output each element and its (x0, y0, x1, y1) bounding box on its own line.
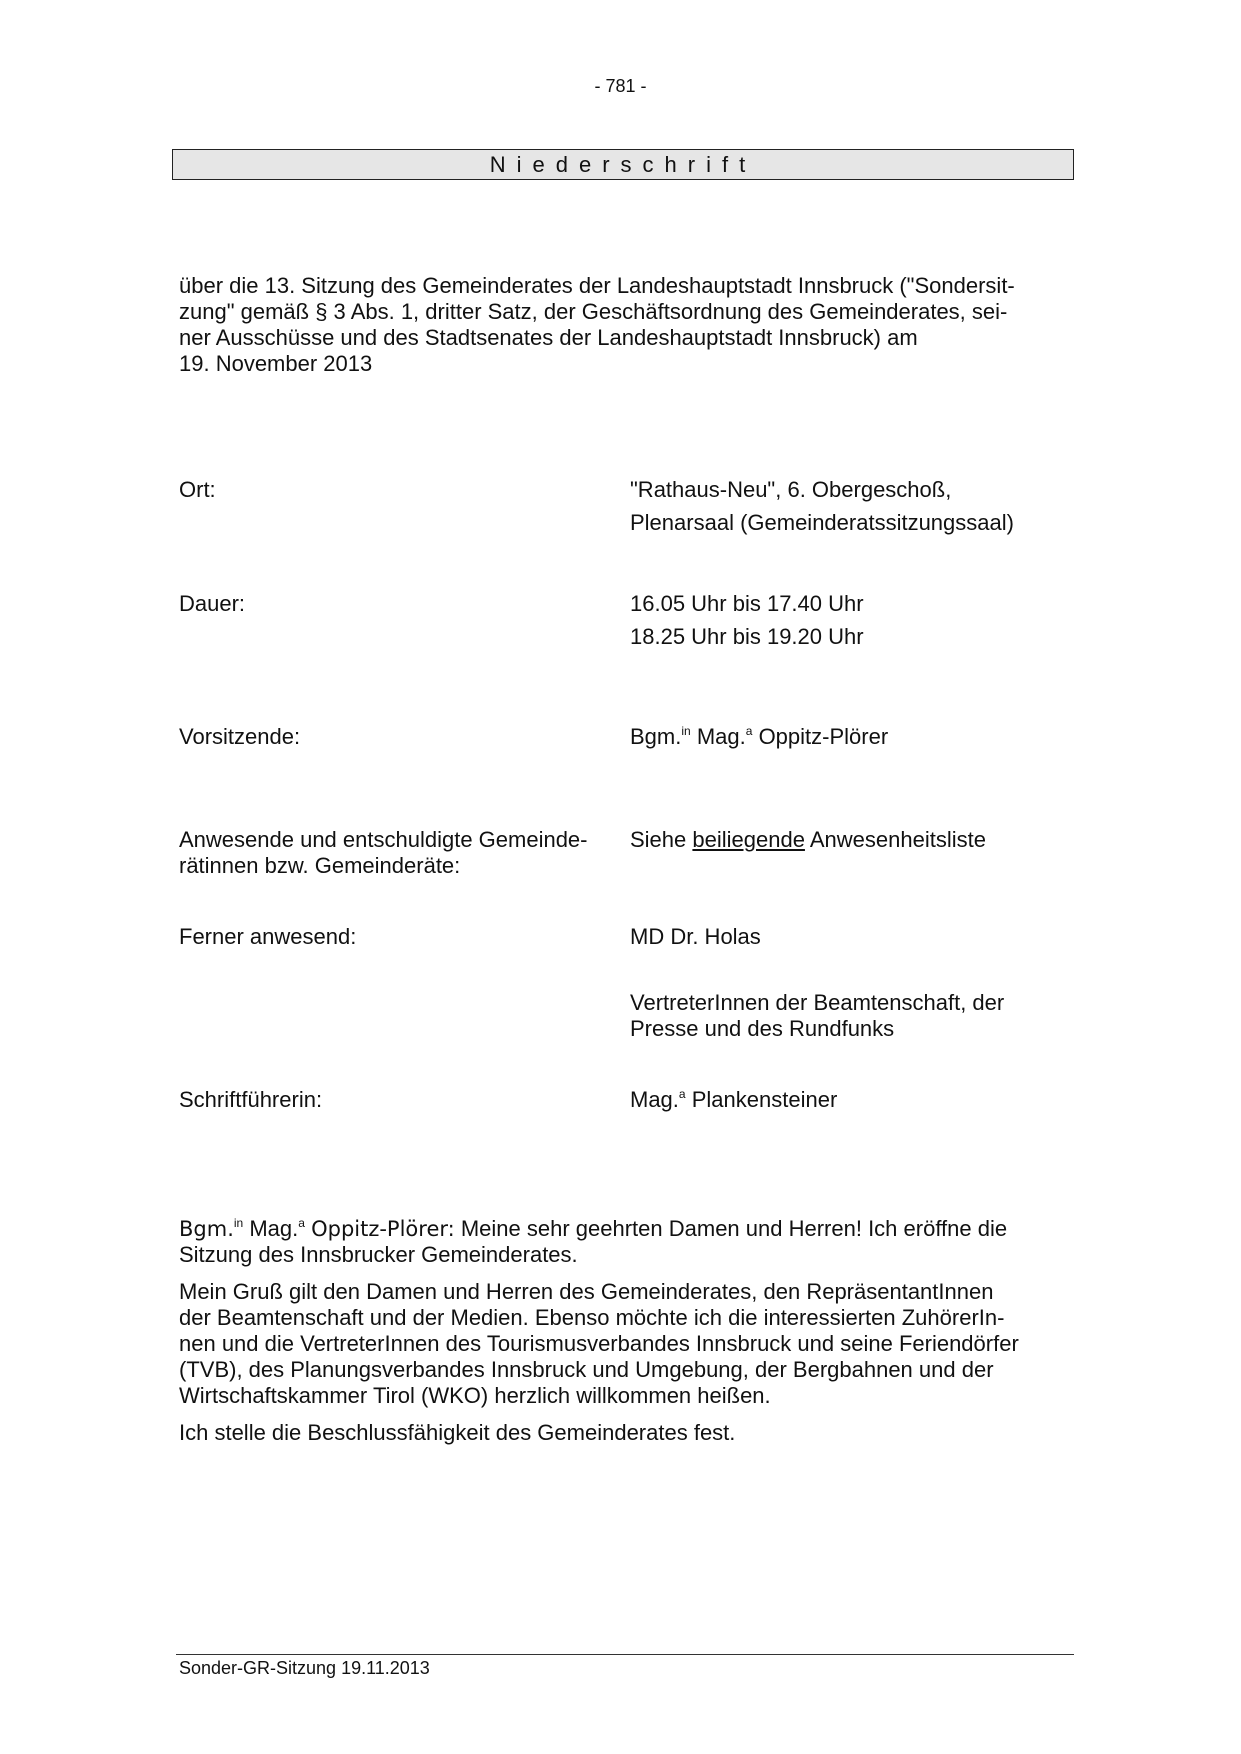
intro-line: zung" gemäß § 3 Abs. 1, dritter Satz, der Geschäftsordnung des Gemeinderates, sei- (179, 299, 1008, 324)
ferner-line: VertreterInnen der Beamtenschaft, der (630, 990, 1005, 1015)
ferner-line: Presse und des Rundfunks (630, 1016, 895, 1041)
anwesende-label (179, 827, 619, 879)
speech-line: nen und die VertreterInnen des Tourismusverbandes Innsbruck und seine Feriendörfer (179, 1331, 1019, 1356)
speaker-bgm-sup: in (233, 1216, 244, 1230)
ort-line: Plenarsaal (Gemeinderatssitzungssaal) (630, 510, 1014, 535)
ort-label: Ort: (179, 477, 216, 502)
title-mag-sup: a (745, 724, 753, 738)
anwesende-pre: Siehe (630, 827, 687, 852)
speech-line: Mein Gruß gilt den Damen und Herren des Gemeinderates, den RepräsentantInnen (179, 1279, 994, 1304)
page-number: - 781 - (594, 76, 647, 96)
speaker-bgm: Bgm. (179, 1217, 234, 1241)
vorsitzende-name: Oppitz-Plörer (758, 724, 889, 749)
title-mag: Mag. (696, 724, 746, 749)
ort-line: "Rathaus-Neu", 6. Obergeschoß, (630, 477, 952, 502)
anwesende-label-line: Anwesende und entschuldigte Gemeinde- (179, 827, 588, 852)
intro-paragraph (179, 273, 1059, 377)
vorsitzende-value (630, 724, 1070, 750)
intro-line: über die 13. Sitzung des Gemeinderates der Landeshauptstadt Innsbruck ("Sondersit- (179, 273, 1015, 298)
anwesende-post: Anwesenheitsliste (809, 827, 986, 852)
speech-p1-rest: Meine sehr geehrten Damen und Herren! Ich eröffne die (460, 1216, 1008, 1241)
intro-line: 19. November 2013 (179, 351, 373, 376)
footer-text: Sonder-GR-Sitzung 19.11.2013 (179, 1658, 430, 1678)
anwesende-label-line: rätinnen bzw. Gemeinderäte: (179, 853, 461, 878)
dauer-line: 16.05 Uhr bis 17.40 Uhr (630, 591, 864, 616)
speaker-name: Oppitz-Plörer: (311, 1217, 455, 1241)
speech-line: der Beamtenschaft und der Medien. Ebenso möchte ich die interessierten ZuhörerIn- (179, 1305, 1005, 1330)
speech-body (179, 1216, 1059, 1457)
footer-divider (176, 1654, 1074, 1655)
title-bgm-sup: in (681, 724, 691, 738)
vorsitzende-label: Vorsitzende: (179, 724, 301, 749)
speech-paragraph-3: Ich stelle die Beschlussfähigkeit des Gemeinderates fest. (179, 1420, 736, 1445)
intro-line: ner Ausschüsse und des Stadtsenates der Landeshauptstadt Innsbruck) am (179, 325, 918, 350)
anwesende-value (630, 827, 1070, 853)
speech-line: Wirtschaftskammer Tirol (WKO) herzlich willkommen heißen. (179, 1383, 771, 1408)
dauer-value (630, 591, 1070, 650)
speech-paragraph-2 (179, 1279, 1059, 1409)
ort-value (630, 477, 1070, 536)
schriftfuehrerin-name: Plankensteiner (691, 1087, 838, 1112)
speech-paragraph-1 (179, 1216, 1059, 1268)
speech-p1-line2: Sitzung des Innsbrucker Gemeinderates. (179, 1242, 578, 1267)
title-bgm: Bgm. (630, 724, 682, 749)
title-mag-sup: a (678, 1087, 686, 1101)
schriftfuehrerin-value (630, 1087, 1070, 1113)
title-mag: Mag. (630, 1087, 679, 1112)
speaker-mag-sup: a (298, 1216, 305, 1230)
ferner-value-1: MD Dr. Holas (630, 924, 761, 949)
speech-line: (TVB), des Planungsverbandes Innsbruck und Umgebung, der Bergbahnen und der (179, 1357, 994, 1382)
speaker-mag: Mag. (249, 1216, 299, 1241)
anwesende-underlined: beiliegende (692, 827, 805, 852)
ferner-label: Ferner anwesend: (179, 924, 357, 949)
ferner-value-2 (630, 990, 1070, 1042)
schriftfuehrerin-label: Schriftführerin: (179, 1087, 323, 1112)
dauer-label: Dauer: (179, 591, 246, 616)
document-title: Niederschrift (172, 149, 1074, 180)
dauer-line: 18.25 Uhr bis 19.20 Uhr (630, 624, 864, 649)
